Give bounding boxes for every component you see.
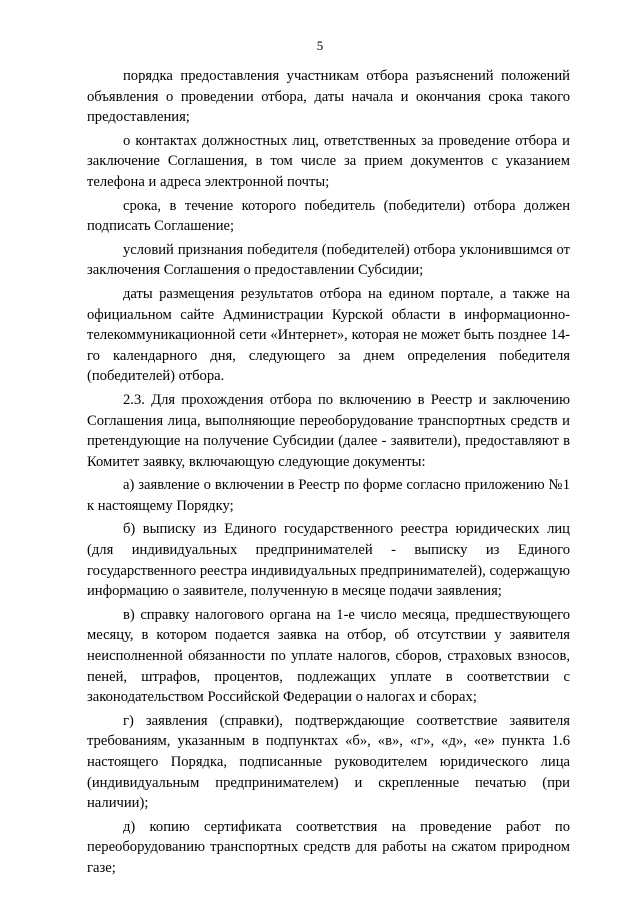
- paragraph-clarification-order: порядка предоставления участникам отбора разъяснений положений объявления о проведении отбора, даты начала и окончания срока такого предоставления;: [87, 68, 570, 126]
- paragraph-item-d: д) копию сертификата соответствия на проведение работ по переоборудованию транспортных средств для работы на сжатом природном газе;: [87, 818, 570, 876]
- paragraph-section-2-3: 2.3. Для прохождения отбора по включению в Реестр и заключению Соглашения лица, выполняющие переоборудование транспортных средств и претендующие на получение Субсидии (далее - заявители), предоставляют в Комитет заявку, включающую следующие документы:: [87, 391, 570, 470]
- paragraph-results-publication: даты размещения результатов отбора на едином портале, а также на официальном сайте Администрации Курской области в информационно-телекоммуникационной сети «Интернет», которая не может быть позднее 14-го календарного дня, следующего за днем определения победителя (победителей) отбора.: [87, 285, 570, 385]
- paragraph-evasion-conditions: условий признания победителя (победителей) отбора уклонившимся от заключения Соглашения о предоставлении Субсидии;: [87, 241, 570, 279]
- page-number: 5: [316, 38, 324, 53]
- paragraph-item-g: г) заявления (справки), подтверждающие соответствие заявителя требованиям, указанным в подпунктах «б», «в», «г», «д», «е» пункта 1.6 настоящего Порядка, подписанные руководителем юридического лица (индивидуальным предпринимателем) и скрепленные печатью (при наличии);: [87, 712, 570, 812]
- paragraph-contacts: о контактах должностных лиц, ответственных за проведение отбора и заключение Соглашения, в том числе за прием документов с указанием телефона и адреса электронной почты;: [87, 132, 570, 190]
- document-body: [87, 66, 570, 879]
- paragraph-item-a: а) заявление о включении в Реестр по форме согласно приложению №1 к настоящему Порядку;: [87, 477, 570, 514]
- paragraph-item-b: б) выписку из Единого государственного реестра юридических лиц (для индивидуальных предпринимателей - выписку из Единого государственного реестра индивидуальных предпринимателей), содержащую информацию о заявителе, полученную в месяце подачи заявления;: [87, 521, 570, 600]
- paragraph-item-v: в) справку налогового органа на 1-е число месяца, предшествующего месяцу, в котором подается заявка на отбор, об отсутствии у заявителя неисполненной обязанности по уплате налогов, сборов, страховых взносов, пеней, штрафов, процентов, подлежащих уплате в соответствии с законодательством Российской Федерации о налогах и сборах;: [87, 606, 570, 706]
- paragraph-signing-term: срока, в течение которого победитель (победители) отбора должен подписать Соглашение;: [87, 197, 570, 235]
